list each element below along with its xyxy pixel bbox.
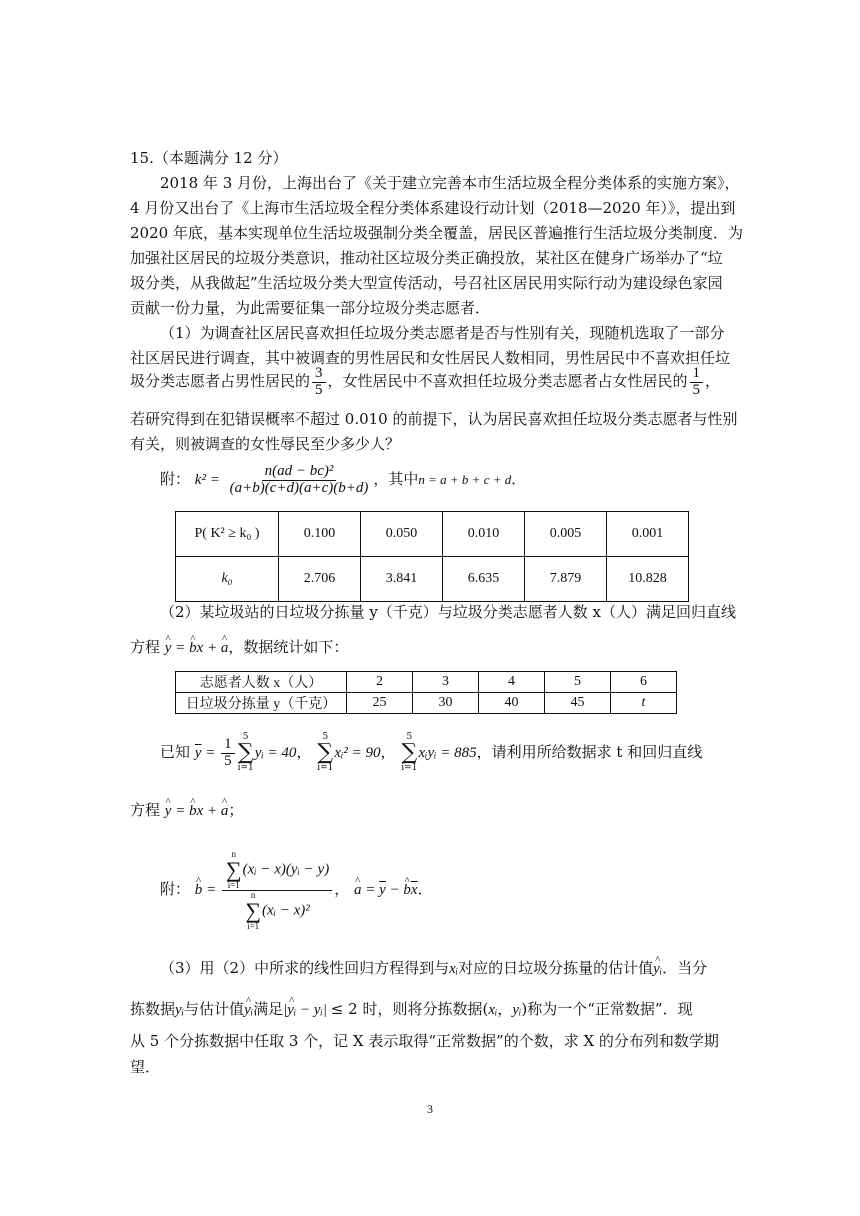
- intro-line-5: 圾分类，从我做起”生活垃圾分类大型宣传活动，号召社区居民用实际行动为建设绿色家园: [130, 274, 723, 292]
- b-hat-formula: 附： ^ b = n ∑ i=1 (xᵢ − x)(yᵢ − y) n ∑ i=1 (xᵢ − x)² ， ^ $a = \overline{y}$ − ^ $b\overline{x}$．: [160, 844, 734, 934]
- known-sums-line: 已知 $\overline{y}$ = $\frac{1}{5}$ 5 ∑ i=1 yᵢ = 40， 5 ∑ i=1 xᵢ² = 90， 5 ∑ i=1 xᵢyᵢ = 885，请利用所给数据求 t 和回归直线: [160, 732, 703, 773]
- intro-line-2: 4 月份又出台了《上海市生活垃圾全程分类体系建设行动计划（2018—2020 年）》，提出到: [130, 199, 736, 217]
- part3-line-3: 从 5 个分拣数据中任取 3 个，记 X 表示取得“正常数据”的个数，求 X 的分布列和数学期: [130, 1032, 719, 1050]
- table-cell: 2: [347, 672, 413, 693]
- table-cell: 0.005: [525, 512, 607, 557]
- table-cell: 10.828: [607, 557, 689, 602]
- part1-line-5: 有关，则被调查的女性辱民至少多少人？: [130, 435, 401, 453]
- part3-line-4: 望．: [130, 1058, 161, 1076]
- volunteer-data-table: [175, 671, 677, 714]
- intro-line-6: 贡献一份力量，为此需要征集一部分垃圾分类志愿者．: [130, 299, 491, 317]
- part2-line-1: （2）某垃圾站的日垃圾分拣量 y（千克）与垃圾分类志愿者人数 x（人）满足回归直线: [160, 603, 737, 621]
- problem-header: 15.（本题满分 12 分）: [130, 149, 288, 167]
- part2-line-eq: 方程 ^ y = ^ bx + ^ a；: [130, 799, 734, 822]
- part1-line-2: 社区居民进行调查，其中被调查的男性居民和女性居民人数相同，男性居民中不喜欢担任垃: [130, 349, 731, 367]
- table-cell: 0.001: [607, 512, 689, 557]
- fraction-three-fifths: $\frac{3}{5}$: [312, 366, 326, 399]
- table-header-cell: 志愿者人数 x（人）: [176, 672, 347, 693]
- page-number: 3: [427, 1102, 433, 1116]
- part2-line-2: 方程 ^ y = ^ bx + ^ a，数据统计如下：: [130, 636, 734, 659]
- table-cell: 5: [545, 672, 611, 693]
- table-header-cell: P( K² ≥ k₀ ): [176, 512, 279, 557]
- table-cell: 2.706: [279, 557, 361, 602]
- table-row: [176, 557, 689, 602]
- part1-line-4: 若研究得到在犯错误概率不超过 0.010 的前提下，认为居民喜欢担任垃圾分类志愿者与性别: [130, 410, 738, 428]
- k-squared-fraction: $\frac{\text{n(ad − bc)²}}{(a+b)(c+d)(a+c)(b+d)}$: [229, 462, 369, 496]
- table-cell: 3.841: [361, 557, 443, 602]
- intro-line-4: 加强社区居民的垃圾分类意识，推动社区垃圾分类正确投放，某社区在健身广场举办了“垃: [130, 249, 723, 267]
- table-cell: 30: [413, 693, 479, 714]
- fraction-one-fifth: $\frac{1}{5}$: [690, 366, 704, 399]
- table-cell: 6.635: [443, 557, 525, 602]
- table-cell: 0.010: [443, 512, 525, 557]
- table-cell: 6: [611, 672, 677, 693]
- table-cell: 25: [347, 693, 413, 714]
- table-row: [176, 693, 677, 714]
- part3-line-1: （3）用（2）中所求的线性回归方程得到与xᵢ对应的日垃圾分拣量的估计值^ yᵢ．当分: [160, 957, 734, 980]
- intro-line-1: 2018 年 3 月份，上海出台了《关于建立完善本市生活垃圾全程分类体系的实施方案》，: [160, 174, 740, 192]
- critical-value-table: [175, 511, 689, 602]
- table-cell: 0.050: [361, 512, 443, 557]
- table-cell: 40: [479, 693, 545, 714]
- regression-equation: ^ y = ^ bx + ^ a: [165, 640, 229, 656]
- table-header-cell: 日垃圾分拣量 y（千克）: [176, 693, 347, 714]
- table-cell: 45: [545, 693, 611, 714]
- intro-line-3: 2020 年底，基本实现单位生活垃圾强制分类全覆盖，居民区普遍推行生活垃圾分类制度．为: [130, 224, 743, 242]
- table-cell: 7.879: [525, 557, 607, 602]
- part3-line-2: 拣数据yᵢ与估计值^ yᵢ满足|^ yᵢ − yᵢ| ≤ 2 时，则将分拣数据(xᵢ，yᵢ)称为一个“正常数据”．现: [130, 998, 734, 1021]
- table-cell: 0.100: [279, 512, 361, 557]
- table-cell: 4: [479, 672, 545, 693]
- table-cell: 3: [413, 672, 479, 693]
- table-cell: t: [611, 693, 677, 714]
- table-row: [176, 512, 689, 557]
- part1-line-1: （1）为调查社区居民喜欢担任垃圾分类志愿者是否与性别有关，现随机选取了一部分: [160, 324, 725, 342]
- part1-line-3: 圾分类志愿者占男性居民的 $\frac{3}{5}$ ，女性居民中不喜欢担任垃圾分类志愿者占女性居民的 $\frac{1}{5}$ ，: [130, 364, 721, 398]
- k-squared-formula: 附： k² = $\frac{\text{n(ad − bc)²}}{(a+b)(c+d)(a+c)(b+d)}$ ，其中n = a + b + c + d．: [160, 462, 527, 496]
- table-row: [176, 672, 677, 693]
- table-header-cell: k₀: [176, 557, 279, 602]
